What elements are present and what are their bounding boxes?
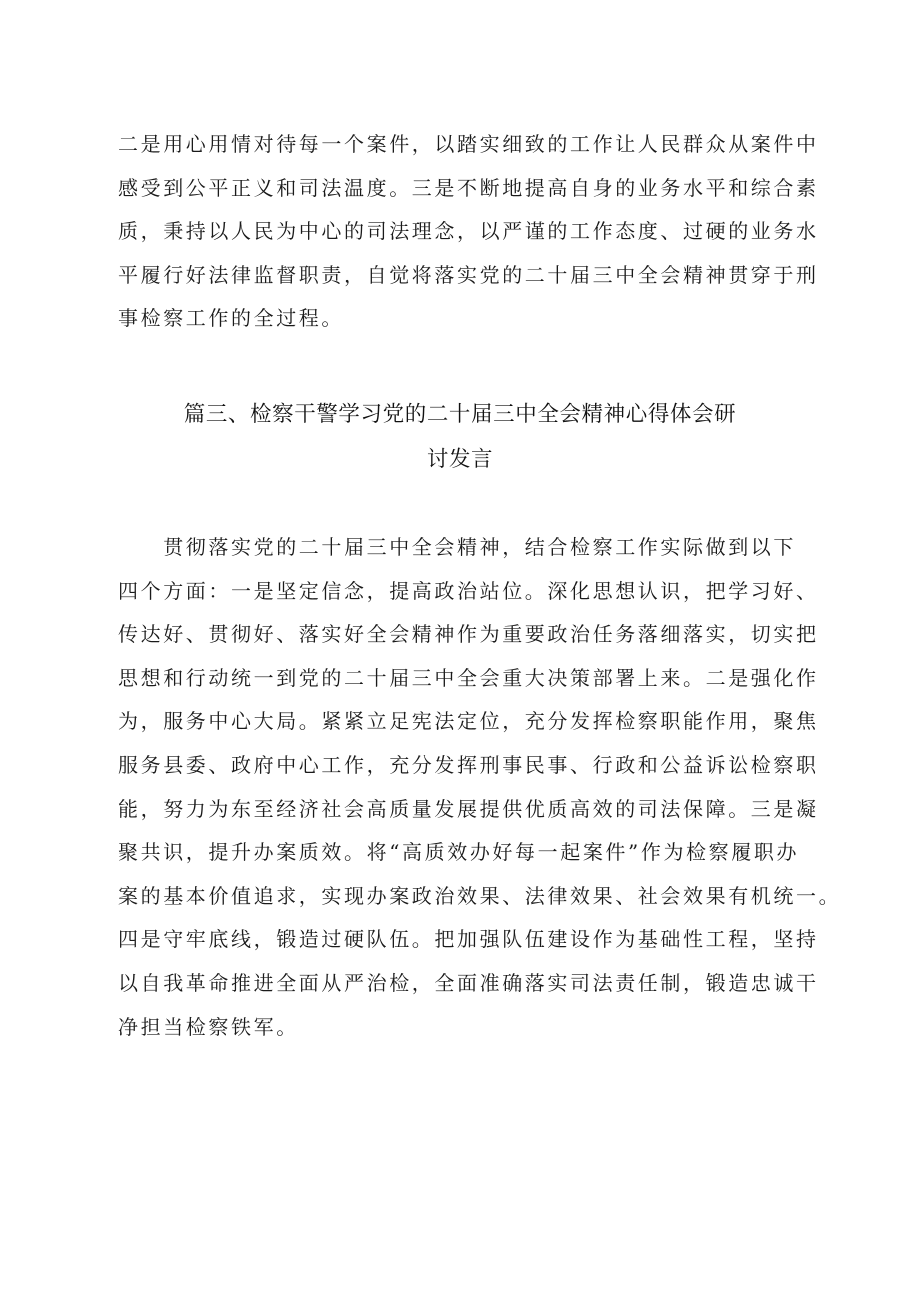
section-heading-line-1: 篇三、检察干警学习党的二十届三中全会精神心得体会研 [183,402,737,427]
paragraph-line: 净担当检察铁军。 [118,1014,299,1039]
paragraph-line: 能，努力为东至经济社会高质量发展提供优质高效的司法保障。三是凝 [118,796,819,821]
paragraph-line: 为，服务中心大局。紧紧立足宪法定位，充分发挥检察职能作用，聚焦 [118,709,819,734]
paragraph-line: 平履行好法律监督职责，自觉将落实党的二十届三中全会精神贯穿于刑 [118,262,819,287]
paragraph-line: 贯彻落实党的二十届三中全会精神，结合检察工作实际做到以下 [118,535,796,559]
paragraph-line: 以自我革命推进全面从严治检，全面准确落实司法责任制，锻造忠诚干 [118,970,819,995]
section-body-paragraph [118,526,842,1049]
paragraph-line: 聚共识，提升办案质效。将“高质效办好每一起案件”作为检察履职办 [118,840,800,865]
paragraph-line: 感受到公平正义和司法温度。三是不断地提高自身的业务水平和综合素 [118,175,819,200]
paragraph-line: 四是守牢底线，锻造过硬队伍。把加强队伍建设作为基础性工程，坚持 [118,927,819,952]
paragraph-line: 四个方面：一是坚定信念，提高政治站位。深化思想认识，把学习好、 [118,578,819,603]
paragraph-line: 质，秉持以人民为中心的司法理念，以严谨的工作态度、过硬的业务水 [118,219,819,244]
paragraph-line: 事检察工作的全过程。 [118,306,344,331]
section-heading-line-2: 讨发言 [426,447,494,472]
paragraph-line: 案的基本价值追求，实现办案政治效果、法律效果、社会效果有机统一。 [118,883,842,908]
paragraph-line: 传达好、贯彻好、落实好全会精神作为重要政治任务落细落实，切实把 [118,622,819,647]
paragraph-line: 二是用心用情对待每一个案件，以踏实细致的工作让人民群众从案件中 [118,132,819,156]
paragraph-line: 思想和行动统一到党的二十届三中全会重大决策部署上来。二是强化作 [118,665,819,690]
paragraph-continuation [118,123,828,341]
paragraph-line: 服务县委、政府中心工作，充分发挥刑事民事、行政和公益诉讼检察职 [118,752,819,777]
